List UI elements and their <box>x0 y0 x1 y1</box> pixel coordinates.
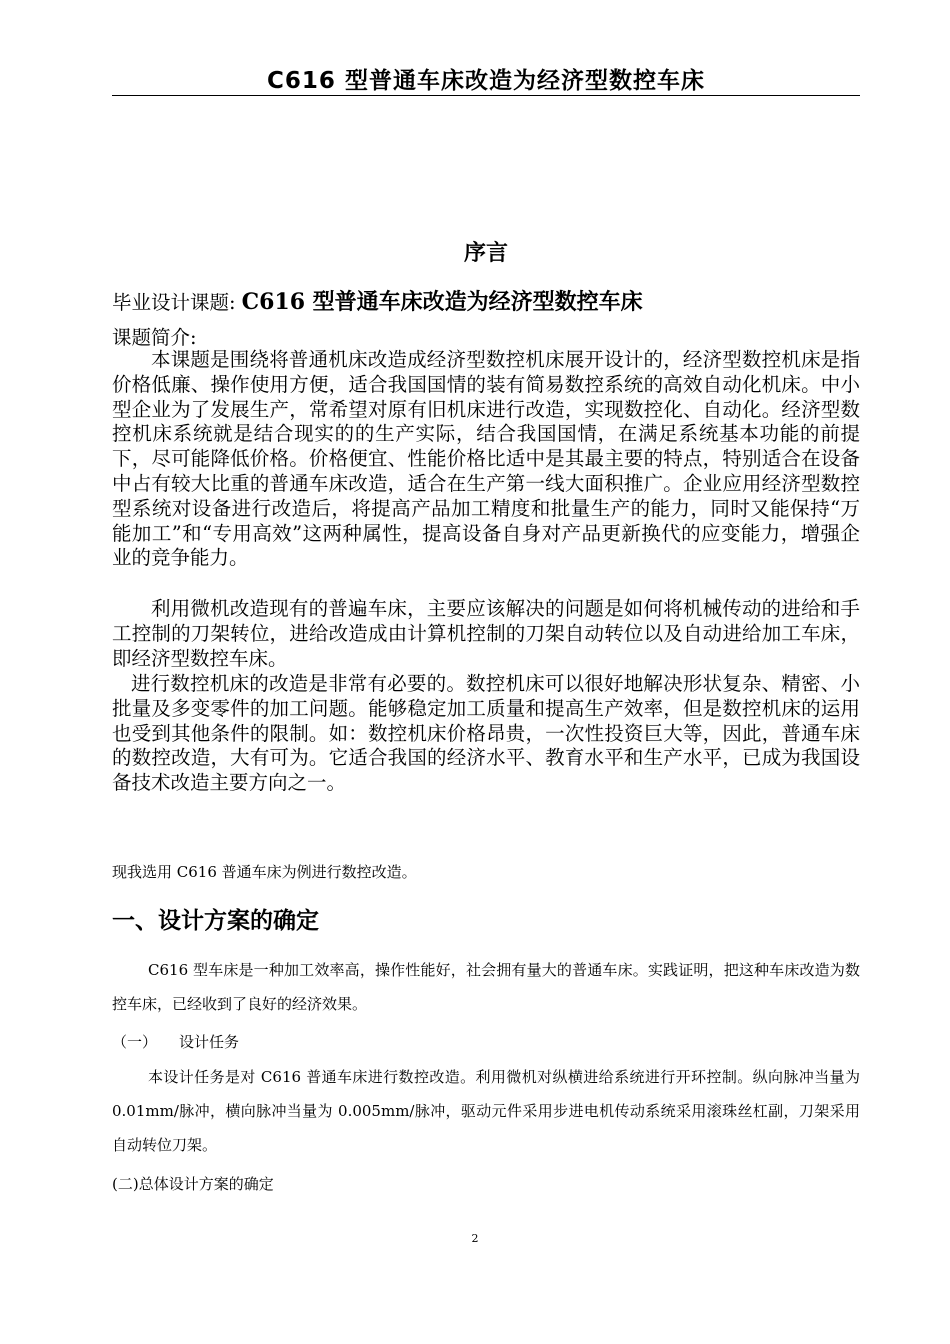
intro-paragraph-1 <box>112 348 860 571</box>
design-paragraph: C616 型车床是一种加工效率高，操作性能好，社会拥有量大的普通车床。实践证明，把这种车床改造为数控车床，已经收到了良好的经济效果。 <box>112 961 860 1013</box>
task-paragraph: 本设计任务是对 C616 普通车床进行数控改造。利用微机对纵横进给系统进行开环控制。纵向脉冲当量为 0.01mm/脉冲，横向脉冲当量为 0.005mm/脉冲，驱动元件采用步进电机传动系统采用滚珠丝杠副，刀架采用自动转位刀架。 <box>112 1068 860 1154</box>
subsection-number: （一） <box>112 1033 158 1051</box>
subsection-title: 设计任务 <box>179 1033 240 1051</box>
header-rule <box>112 95 860 96</box>
intro-paragraph-2 <box>112 597 860 671</box>
running-header-title: C616 型普通车床改造为经济型数控车床 <box>267 68 705 94</box>
topic-label: 毕业设计课题: <box>112 291 236 314</box>
paragraph-text: 利用微机改造现有的普遍车床，主要应该解决的问题是如何将机械传动的进给和手工控制的刀架转位，进给改造成由计算机控制的刀架自动转位以及自动进给加工车床，即经济型数控车床。 <box>112 597 860 670</box>
paragraph-text: 进行数控机床的改造是非常有必要的。数控机床可以很好地解决形状复杂、精密、小批量及多变零件的加工问题。能够稳定加工质量和提高生产效率，但是数控机床的运用也受到其他条件的限制。如：数控机床价格昂贵，一次性投资巨大等，因此，普通车床的数控改造，大有可为。它适合我国的经济水平、教育水平和生产水平，已成为我国设备技术改造主要方向之一。 <box>112 672 860 795</box>
page-number: 2 <box>471 1232 479 1245</box>
subsection-heading-1 <box>112 1025 860 1059</box>
section-heading: 一、设计方案的确定 <box>112 908 319 934</box>
topic-line <box>112 285 860 316</box>
subsection-heading-2: (二)总体设计方案的确定 <box>112 1175 274 1193</box>
intro-label: 课题简介: <box>112 326 197 349</box>
intro-paragraph-3 <box>112 672 860 796</box>
example-line: 现我选用 C616 普通车床为例进行数控改造。 <box>112 863 417 881</box>
preface-title: 序言 <box>463 240 508 266</box>
paragraph-text: 本课题是围绕将普通机床改造成经济型数控机床展开设计的，经济型数控机床是指价格低廉、操作使用方便，适合我国国情的装有简易数控系统的高效自动化机床。中小型企业为了发展生产，常希望对原有旧机床进行改造，实现数控化、自动化。经济型数控机床系统就是结合现实的的生产实际，结合我国国情，在满足系统基本功能的前提下，尽可能降低价格。价格便宜、性能价格比适中是其最主要的特点，特别适合在设备中占有较大比重的普通车床改造，适合在生产第一线大面积推广。企业应用经济型数控型系统对设备进行改造后，将提高产品加工精度和批量生产的能力，同时又能保持“万能加工”和“专用高效”这两种属性，提高设备自身对产品更新换代的应变能力，增强企业的竞争能力。 <box>112 348 860 570</box>
topic-value: C616 型普通车床改造为经济型数控车床 <box>241 289 643 315</box>
